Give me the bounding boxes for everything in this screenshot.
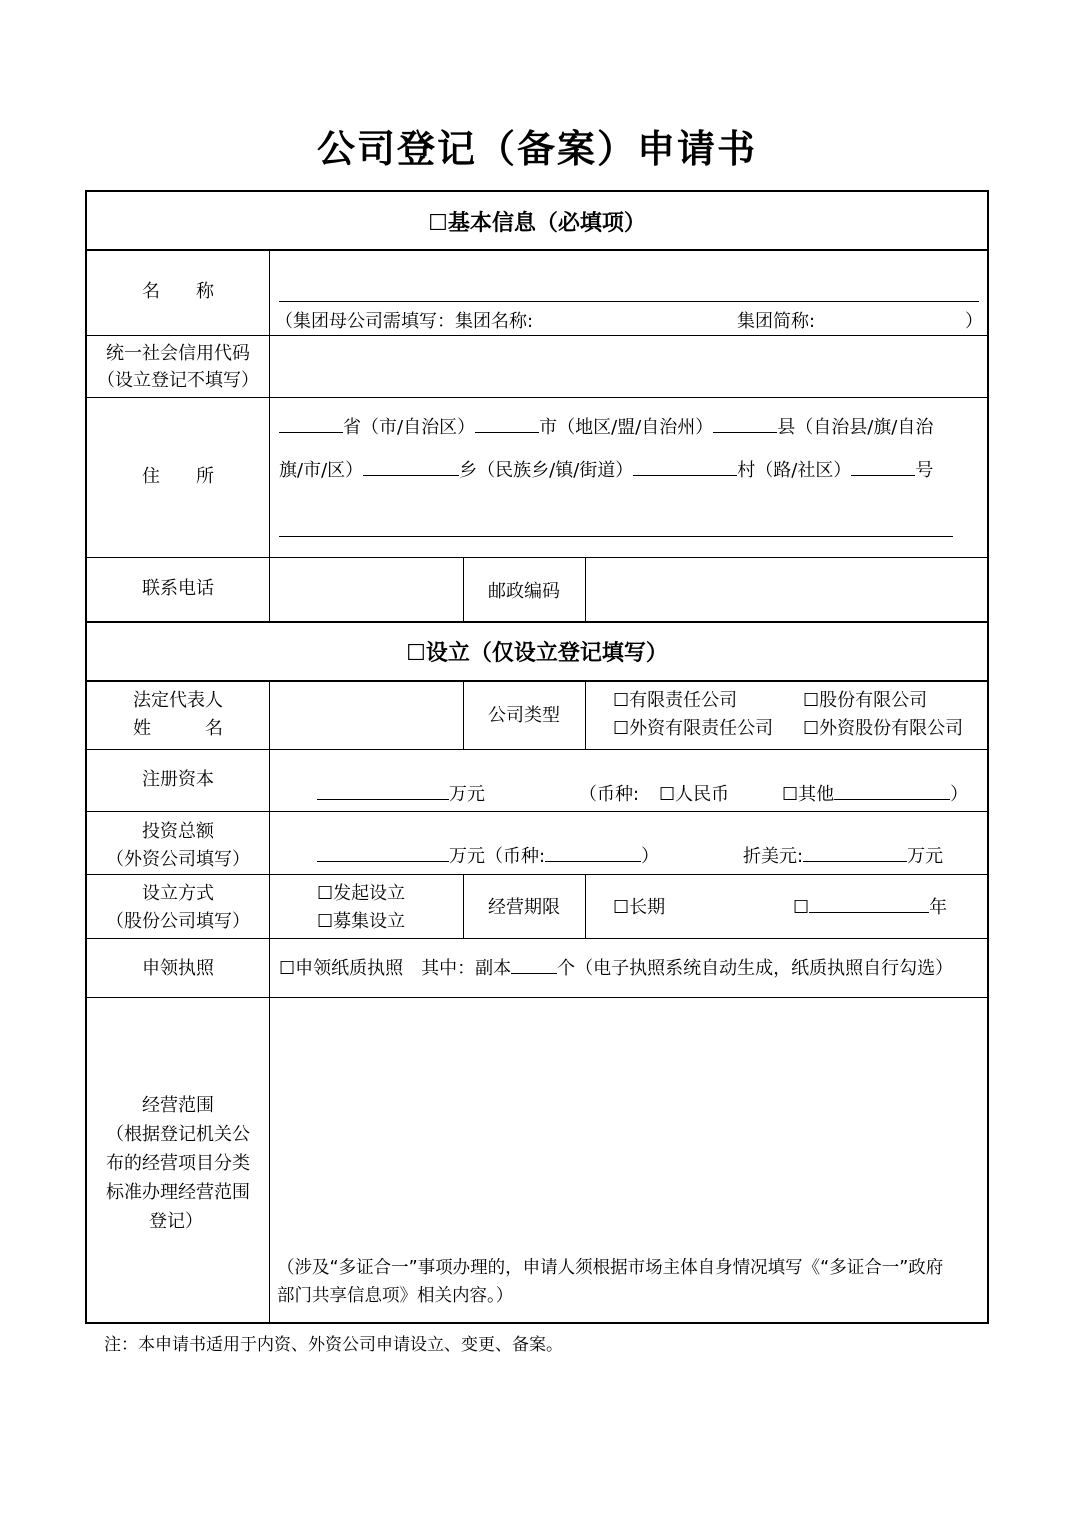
postal-label: 邮政编码	[488, 581, 560, 602]
divider	[87, 811, 987, 812]
divider	[87, 938, 987, 939]
term-years-field[interactable]	[793, 894, 947, 922]
address-line-2[interactable]	[279, 457, 933, 485]
term-label: 经营期限	[488, 897, 560, 918]
divider	[585, 557, 586, 621]
divider	[269, 249, 270, 621]
divider	[87, 249, 987, 251]
address-label: 住 所	[142, 466, 214, 487]
paper-license-checkbox[interactable]: ☐申领纸质执照 其中：副本	[279, 958, 512, 979]
type-foreign-llc-checkbox[interactable]: ☐外资有限责任公司	[613, 718, 774, 739]
invest-unit: 万元（币种:	[449, 846, 546, 867]
scope-note-line-1: （涉及“多证合一”事项办理的，申请人须根据市场主体自身情况填写《“多证合一”政府	[277, 1258, 944, 1278]
divider	[585, 874, 586, 938]
license-label: 申领执照	[142, 958, 214, 979]
divider	[87, 557, 987, 558]
usd-field[interactable]	[743, 843, 943, 871]
divider	[269, 680, 270, 1322]
legal-rep-sublabel: 姓 名	[133, 718, 223, 739]
scope-sublabel-3: 标准办理经营范围	[106, 1182, 250, 1203]
application-form	[85, 190, 989, 1324]
currency-close: ）	[950, 784, 969, 805]
county-label: 县（自治县/旗/自治	[777, 417, 934, 438]
type-joint-stock-checkbox[interactable]: ☐股份有限公司	[803, 690, 928, 711]
usd-label: 折美元:	[743, 846, 804, 867]
divider	[87, 997, 987, 998]
scope-sublabel-4: 登记）	[149, 1211, 203, 1232]
section-establishment[interactable]: ☐设立（仅设立登记填写）	[406, 641, 668, 666]
divider	[87, 680, 987, 682]
reg-capital-label: 注册资本	[142, 769, 214, 790]
address-detail-line[interactable]	[279, 536, 953, 537]
invest-close: ）	[641, 846, 660, 867]
town-label: 乡（民族乡/镇/街道）	[459, 460, 634, 481]
footnote: 注：本申请书适用于内资、外资公司申请设立、变更、备案。	[104, 1335, 563, 1355]
group-note-close: ）	[965, 311, 983, 332]
term-years-checkbox[interactable]: ☐	[793, 897, 810, 918]
divider	[87, 874, 987, 875]
number-label: 号	[915, 460, 934, 481]
credit-code-sublabel: （设立登记不填写）	[97, 370, 259, 391]
address-line-1[interactable]	[279, 414, 933, 442]
setup-promotion-checkbox[interactable]: ☐发起设立	[317, 883, 406, 904]
invest-total-field[interactable]	[317, 843, 659, 871]
license-note: 个（电子执照系统自动生成，纸质执照自行勾选）	[557, 958, 954, 979]
divider	[87, 335, 987, 336]
group-short-name-label: 集团简称:	[737, 311, 816, 332]
setup-method-label: 设立方式	[142, 883, 214, 904]
currency-rmb-checkbox[interactable]: ☐人民币	[659, 784, 730, 805]
scope-note-line-2: 部门共享信息项》相关内容。）	[277, 1286, 514, 1306]
group-name-label: （集团母公司需填写：集团名称:	[275, 311, 534, 332]
scope-sublabel-2: 布的经营项目分类	[106, 1153, 250, 1174]
type-llc-checkbox[interactable]: ☐有限责任公司	[613, 690, 738, 711]
term-long-checkbox[interactable]: ☐长期	[613, 897, 666, 918]
village-label: 村（路/社区）	[737, 460, 852, 481]
divider	[585, 680, 586, 749]
divider	[87, 749, 987, 750]
name-label: 名 称	[142, 281, 214, 302]
page-title: 公司登记（备案）申请书	[316, 127, 757, 171]
setup-method-sublabel: （股份公司填写）	[106, 911, 250, 932]
license-field[interactable]	[279, 955, 953, 983]
legal-rep-label: 法定代表人	[133, 690, 223, 711]
reg-capital-field[interactable]	[317, 781, 485, 809]
invest-total-label: 投资总额	[142, 821, 214, 842]
scope-label: 经营范围	[142, 1095, 214, 1116]
district-label: 旗/市/区）	[279, 460, 364, 481]
usd-unit: 万元	[907, 846, 944, 867]
city-label: 市（地区/盟/自治州）	[539, 417, 714, 438]
scope-sublabel-1: （根据登记机关公	[106, 1124, 250, 1145]
company-type-label: 公司类型	[488, 705, 560, 726]
term-years-unit: 年	[929, 897, 948, 918]
name-field-line[interactable]	[279, 301, 979, 302]
currency-other-field[interactable]	[782, 781, 968, 809]
phone-label: 联系电话	[142, 578, 214, 599]
credit-code-label: 统一社会信用代码	[106, 343, 250, 364]
divider	[87, 621, 987, 623]
setup-offering-checkbox[interactable]: ☐募集设立	[317, 911, 406, 932]
type-foreign-joint-stock-checkbox[interactable]: ☐外资股份有限公司	[803, 718, 964, 739]
invest-total-sublabel: （外资公司填写）	[106, 849, 250, 870]
currency-other-checkbox[interactable]: ☐其他	[782, 784, 835, 805]
capital-unit: 万元	[449, 784, 485, 805]
province-label: 省（市/自治区）	[343, 417, 476, 438]
divider	[87, 397, 987, 398]
currency-label: （币种:	[579, 784, 640, 805]
section-basic-info[interactable]: ☐基本信息（必填项）	[428, 211, 646, 236]
